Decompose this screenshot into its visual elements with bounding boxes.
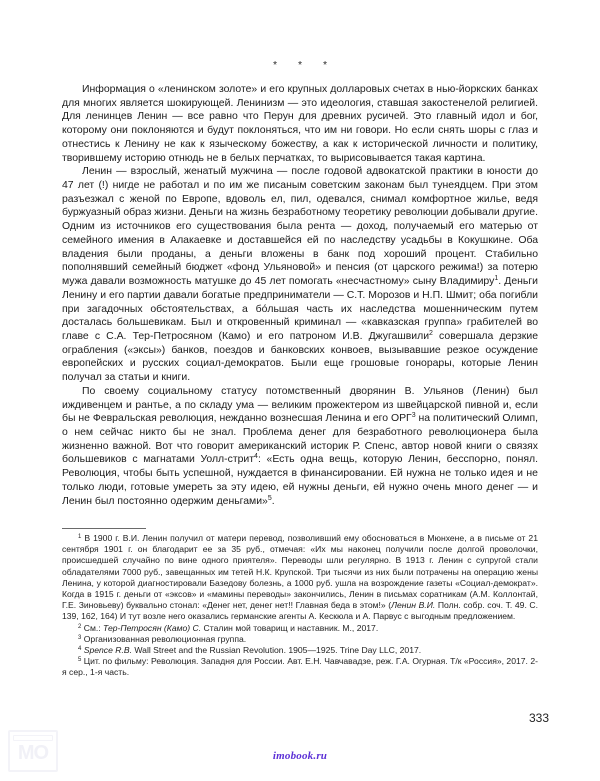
footnote-marker-3: 3 [78, 634, 82, 641]
footnote-marker-5: 5 [78, 657, 82, 664]
footnote-ref-5[interactable]: 5 [267, 494, 272, 502]
footnote-2-text-a: См.: [83, 622, 104, 633]
paragraph-3-text-part-3: : «Есть одна вещь, которую Ленин, бесспорно, понял. Революция, чтобы быть успешной, нуждается в финансировании. Ей нужна не только идея и не только люди, готовые умереть за эту идею, ей нужны деньги, ей нужно очень много денег — и Ленин был постоянно одержим деньгами» [62, 454, 539, 507]
footnote-item [62, 533, 538, 623]
footnote-1-text-b: Полн. собр. соч. Т. 49. С. 139, 162, 164) И тут возле него оказались германские агенты А. Кескюла и А. Парвус с выгодным предложением. [62, 600, 539, 622]
paragraph-2 [62, 165, 538, 385]
paragraph-1 [62, 83, 538, 165]
paragraph-2-text-part-3: совершала дерзкие ограбления («эксы») банков, поездов и банковских конвоев, вызывавшие резкое осуждение европейских и русских социал-демократов. Были еще грошовые гонорары, которые Ленин получал за статьи и книги. [62, 330, 538, 384]
footnote-item [62, 656, 538, 678]
footnote-4-italic: Spence R.B. [83, 645, 132, 656]
footnote-marker-4: 4 [78, 646, 82, 653]
footnote-1-italic: Ленин В.И. [391, 600, 436, 611]
footnote-marker-2: 2 [78, 623, 82, 630]
footnotes-block [62, 528, 538, 679]
footnote-ref-3[interactable]: 3 [411, 412, 416, 420]
footnote-2-text-b: Сталин мой товарищ и наставник. М., 2017. [201, 622, 379, 633]
paragraph-3-period: . [271, 495, 275, 507]
site-watermark: imobook.ru [272, 750, 328, 762]
footnote-ref-4[interactable]: 4 [254, 453, 258, 461]
publisher-logo-watermark [8, 730, 58, 772]
page-number: 333 [528, 711, 549, 725]
footnote-1-text-a: В 1900 г. В.И. Ленин получил от матери перевод, позволивший ему обосноваться в Мюнхене, а в письме от 21 сентября 1901 г. он благодарит ее за 35 руб., отмечая: «Их мы наконец получили после долгой проволочки, происшедшей случайно по вине одного приятеля». Переводы шли регулярно. В 1913 г. Ленин с супругой стали обладателями 7000 руб., завещанных им тетей Н.К. Крупской. Три тысячи из них были потрачены на операцию жены Ленина, у которой диагностировали Базедову болезнь, а 1000 руб. ушла на возрождение газеты «Социал-демократ». Когда в 1915 г. деньги от «эксов» и «мамины переводы» закончились, Ленин в письмах соратникам (А.М. Коллонтай, Г.Е. Зиновьеву) буквально стонал: «Денег нет, денег нет!! Главная беда в этом!» ( [62, 533, 538, 611]
footnote-item [62, 645, 538, 656]
paragraph-2-text-part-2: . Деньги Ленину и его партии давали богатые предприниматели — С.Т. Морозов и Н.П. Шмит; оба погибли при загадочных обстоятельствах, а бо́льшая часть их наследства мошенническим путем досталась большевикам. Был и откровенный криминал — «кавказская группа» грабителей во главе с С.А. Тер-Петросяном (Камо) и его патроном И.В. Джугашвили [62, 276, 539, 342]
footnote-item [62, 623, 538, 634]
paragraph-3-text-part-2: на политический Олимп, о нем сейчас никто бы не знал. Проблема денег для безработного революционера была жизненно важной. Вот что говорит американский историк Р. Спенс, автор новой книги о связях большевиков с магнатами Уолл-стрит [62, 413, 538, 466]
page-body-column [62, 58, 538, 508]
footnote-marker-1: 1 [78, 534, 82, 540]
paragraph-1-text: Информация о «ленинском золоте» и его крупных долларовых счетах в нью-йоркских банках для многих является шокирующей. Ленинизм — это идеология, ставшая закостенелой религией. Для ленинцев Ленин — все равно что Перун для древних русичей. Это главный идол и бог, которому они поклоняются и будут поклоняться, что им ни говори. Но если снять шоры с глаз и отнестись к Ленину не как к языческому божеству, а как к исторической личности и политику, творившему историю отнюдь не в белых перчатках, то вырисовывается такая картина. [62, 84, 538, 164]
footnote-3-text-a: Организованная революционная группа. [83, 633, 247, 644]
section-break-asterisks: * * * [272, 59, 337, 71]
footnote-4-text-b: Wall Street and the Russian Revolution. 1905—1925. Trine Day LLC, 2017. [131, 645, 422, 656]
footnote-item [62, 634, 538, 645]
footnote-5-text-a: Цит. по фильму: Революция. Западня для России. Авт. Е.Н. Чавчавадзе, реж. Г.А. Огурная. Т/к «Россия», 2017. 2-я сер., 1-я часть. [62, 656, 538, 678]
footnote-ref-1[interactable]: 1 [494, 275, 499, 283]
footnote-ref-2[interactable]: 2 [429, 329, 433, 337]
footnote-separator-rule [62, 528, 146, 529]
logo-text: MO [17, 742, 49, 764]
paragraph-3-text-part-1: По своему социальному статусу потомственный дворянин В. Ульянов (Ленин) был иждивенцем и рантье, а по складу ума — великим прожектером из швейцарской пивной и, если бы не Февральская революция, нежданно вознесшая Ленина и его ОРГ [62, 385, 538, 425]
footnote-2-italic: Тер-Петросян (Камо) С. [103, 622, 202, 633]
paragraph-2-text-part-1: Ленин — взрослый, женатый мужчина — после годовой адвокатской практики в юности до 47 лет (!) нигде не работал и по им же писаным советским законам был тунеядцем. При этом разъезжал с женой по Европе, вдоволь ел, пил, одевался, снимал комфортное жилье, ведя буржуазный образ жизни. Деньги на жизнь безработному теоретику революции добывали другие. Одним из источников его существования была рента — доход, получаемый его матерью от семейного имения в Алакаевке и доставшейся ей по наследству усадьбы в Кокушкине. Оба владения были проданы, а деньги вложены в банк под хороший процент. Стабильно пополнявший семейный бюджет «фонд Ульяновой» и пенсия (от царского режима!) за потерю мужа давали возможность матушке до 45 лет помогать «несчастному» сыну Владимиру [62, 166, 538, 288]
paragraph-3 [62, 385, 538, 508]
